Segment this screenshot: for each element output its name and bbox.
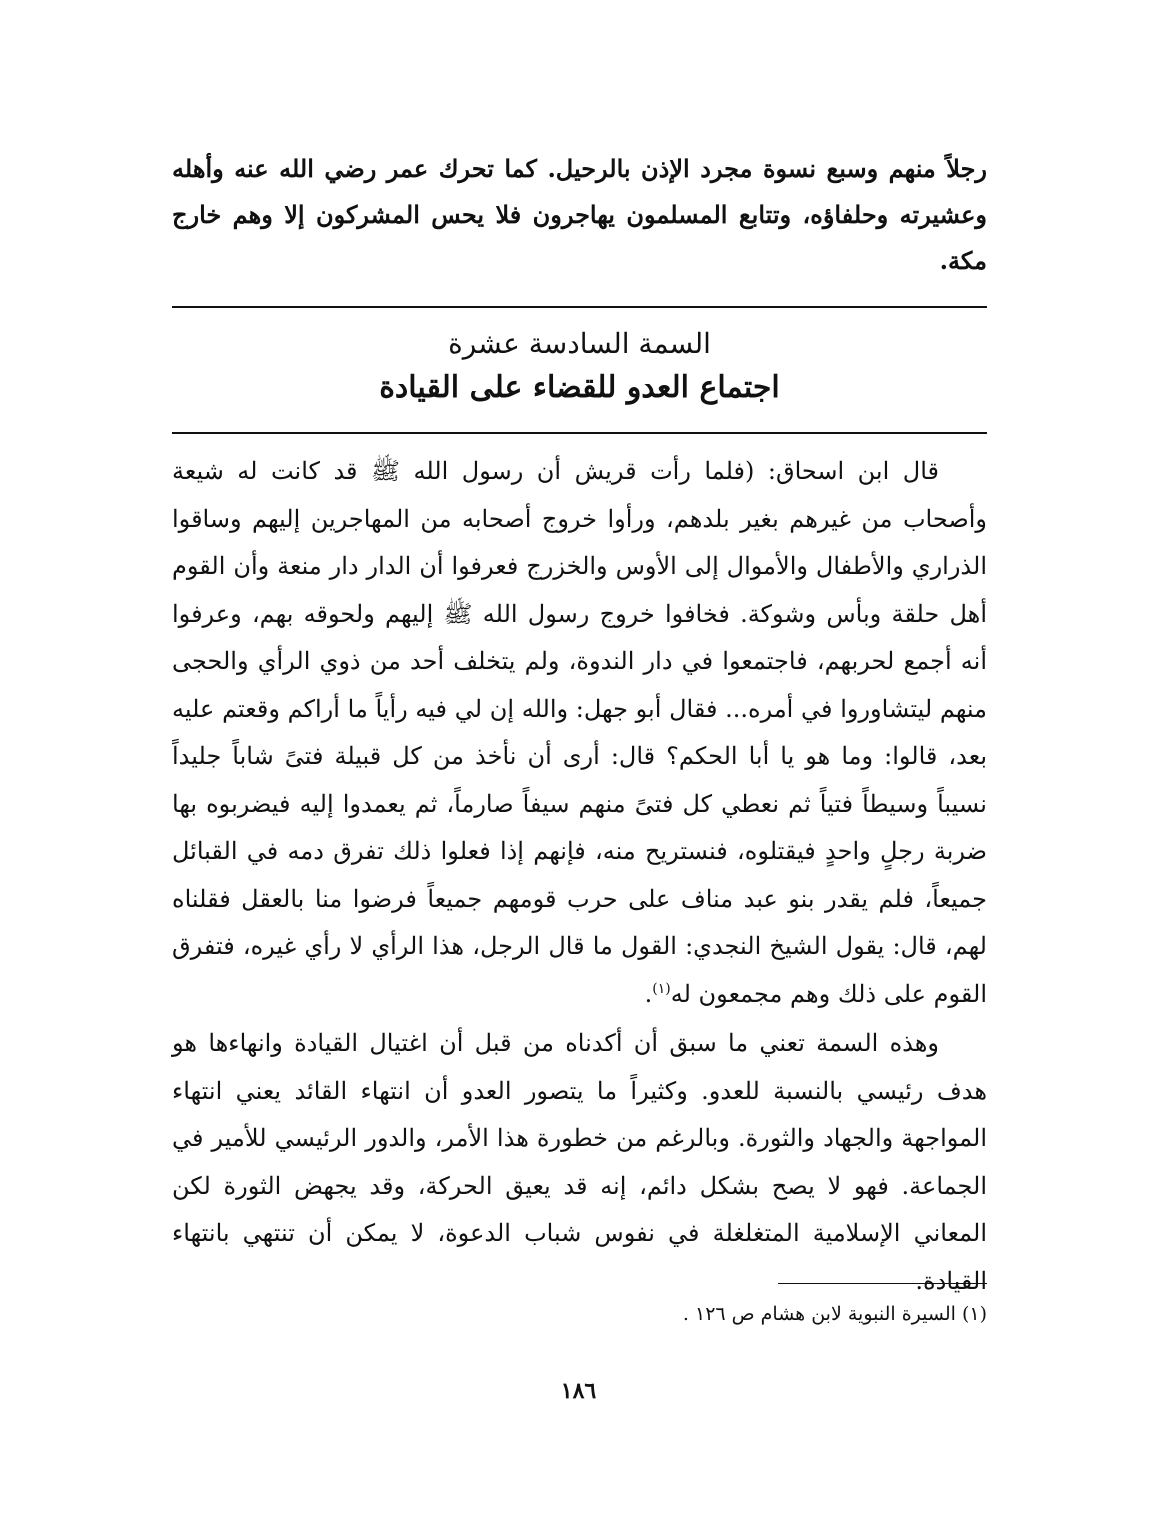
quote-paragraph <box>172 448 987 1018</box>
page-number: ١٨٦ <box>560 1378 597 1404</box>
quote-end: . <box>644 979 653 1008</box>
quote-text: قال ابن اسحاق: (فلما رأت قريش أن رسول الله ﷺ قد كانت له شيعة وأصحاب من غيرهم بغير بلدهم، ورأوا خروج أصحابه من المهاجرين إليهم وساقوا الذراري والأطفال والأموال إلى الأوس والخزرج فعرفوا أن الدار دار منعة وأن القوم أهل حلقة وبأس وشوكة. فخافوا خروج رسول الله ﷺ إليهم ولحوقه بهم، وعرفوا أنه أجمع لحربهم، فاجتمعوا في دار الندوة، ولم يتخلف أحد من ذوي الرأي والحجى منهم ليتشاوروا في أمره... فقال أبو جهل: والله إن لي فيه رأياً ما أراكم وقعتم عليه بعد، قالوا: وما هو يا أبا الحكم؟ قال: أرى أن نأخذ من كل قبيلة فتىً شاباً جليداً نسيباً وسيطاً فتياً ثم نعطي كل فتىً منهم سيفاً صارماً، ثم يعمدوا إليه فيضربوه بها ضربة رجلٍ واحدٍ فيقتلوه، فنستريح منه، فإنهم إذا فعلوا ذلك تفرق دمه في القبائل جميعاً، فلم يقدر بنو عبد مناف على حرب قومهم جميعاً فرضوا منا بالعقل فقلناه لهم، قال: يقول الشيخ النجدي: القول ما قال الرجل، هذا الرأي لا رأي غيره، فتفرق القوم على ذلك وهم مجمعون له <box>172 457 988 1008</box>
second-paragraph-block <box>172 1020 987 1305</box>
footnote: (١) السيرة النبوية لابن هشام ص ١٢٦ . <box>682 1303 987 1325</box>
section-label: السمة السادسة عشرة <box>448 327 711 360</box>
second-paragraph: وهذه السمة تعني ما سبق أن أكدناه من قبل أن اغتيال القيادة وانهاءها هو هدف رئيسي بالنسبة للعدو. وكثيراً ما يتصور العدو أن انتهاء القائد يعني انتهاء المواجهة والجهاد والثورة. وبالرغم من خطورة هذا الأمر، والدور الرئيسي للأمير في الجماعة. فهو لا يصح بشكل دائم، إنه قد يعيق الحركة، وقد يجهض الثورة لكن المعاني الإسلامية المتغلغلة في نفوس شباب الدعوة، لا يمكن أن تنتهي بانتهاء القيادة. <box>172 1029 987 1295</box>
section-bottom-rule <box>172 432 987 434</box>
quote-paragraph-block <box>172 448 987 1018</box>
top-paragraph: رجلاً منهم وسبع نسوة مجرد الإذن بالرحيل. كما تحرك عمر رضي الله عنه وأهله وعشيرته وحلفاؤه، وتتابع المسلمون يهاجرون فلا يحس المشركون إلا وهم خارج مكة. <box>172 154 987 275</box>
footnote-separator <box>778 1283 987 1284</box>
section-top-rule <box>172 306 987 308</box>
section-title: اجتماع العدو للقضاء على القيادة <box>379 370 780 405</box>
footnote-reference: (١) <box>652 980 671 997</box>
